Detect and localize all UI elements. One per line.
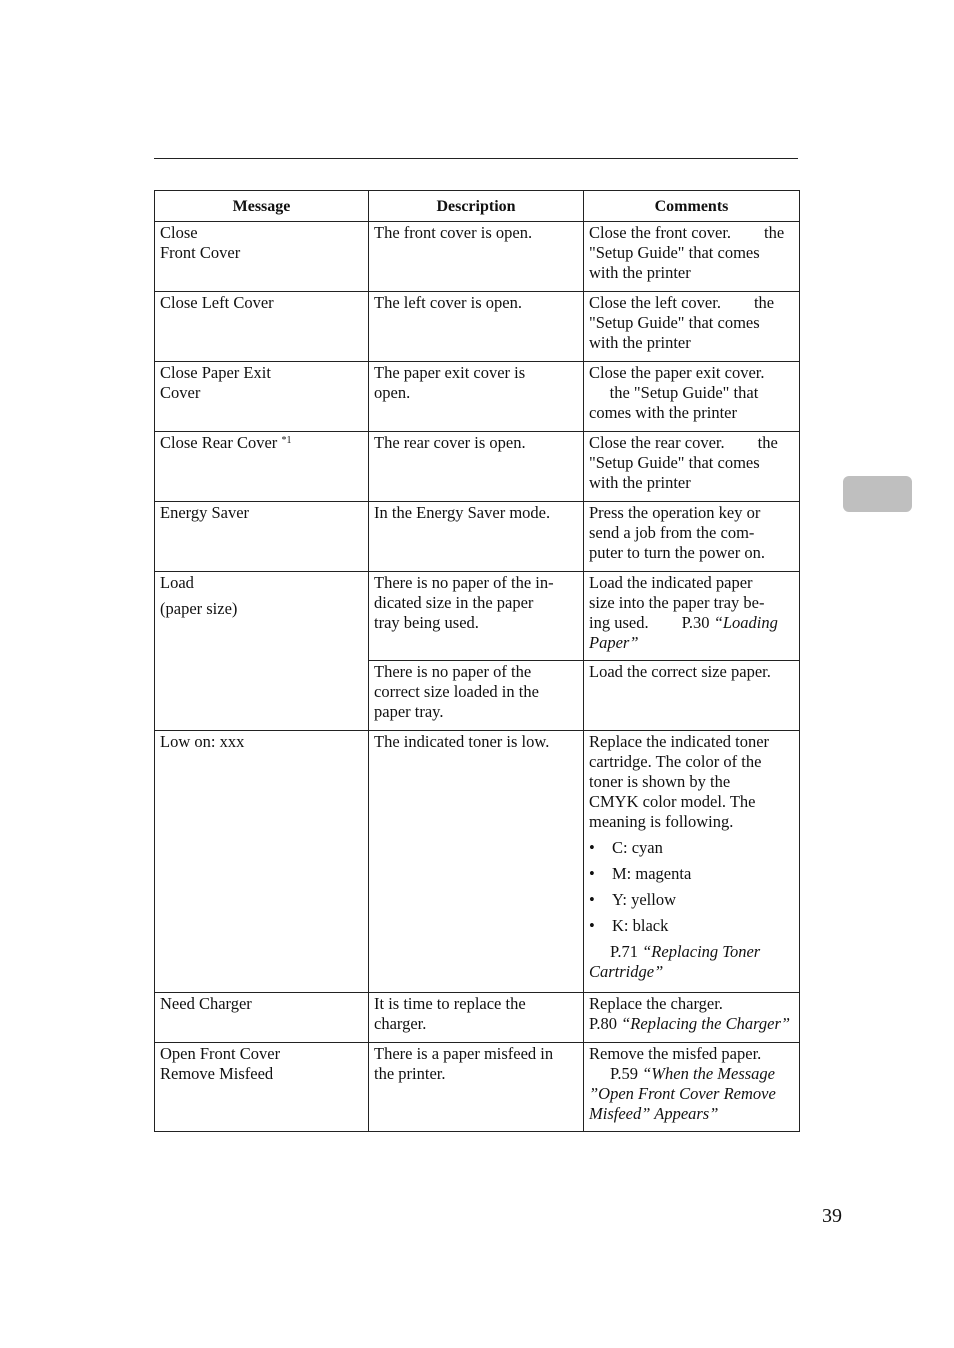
table-row — [155, 292, 800, 362]
message-text: (paper size) — [160, 599, 238, 618]
comment-text: toner is shown by the — [589, 772, 731, 791]
message-text: Close Rear Cover $^{*1}$ — [160, 433, 292, 452]
message-text: Front Cover — [160, 243, 241, 262]
comment-text: Load the correct size paper. — [589, 662, 771, 681]
comment-text: cartridge. The color of the — [589, 752, 762, 771]
message-text: Open Front Cover — [160, 1044, 281, 1063]
description-cell — [369, 572, 584, 661]
message-text: Remove Misfeed — [160, 1064, 274, 1083]
table-row — [155, 993, 800, 1043]
reference-text: P.80 “Replacing the Charger” — [589, 1014, 791, 1033]
message-cell — [155, 432, 369, 502]
comments-cell — [584, 1043, 800, 1132]
description-cell — [369, 731, 584, 993]
table-row — [155, 432, 800, 502]
comments-cell — [584, 731, 800, 993]
description-text: The front cover is open. — [374, 223, 533, 242]
description-text: The indicated toner is low. — [374, 732, 550, 751]
message-cell — [155, 1043, 369, 1132]
comment-text: puter to turn the power on. — [589, 543, 765, 562]
comment-text: with the printer — [589, 473, 691, 492]
description-cell — [369, 661, 584, 731]
description-text: The left cover is open. — [374, 293, 522, 312]
description-cell — [369, 432, 584, 502]
table-row — [155, 731, 800, 993]
description-text: There is no paper of the in- — [374, 573, 554, 592]
comment-text: CMYK color model. The — [589, 792, 756, 811]
comments-cell — [584, 432, 800, 502]
comment-text: with the printer — [589, 333, 691, 352]
comments-cell — [584, 572, 800, 661]
bullet-icon: • — [589, 838, 595, 857]
reference-text: Cartridge” — [589, 962, 664, 981]
message-cell — [155, 222, 369, 292]
description-text: the printer. — [374, 1064, 446, 1083]
comment-text: Close the left cover. the — [589, 293, 775, 312]
message-cell — [155, 993, 369, 1043]
message-text: Cover — [160, 383, 201, 402]
bullet-icon: • — [589, 916, 595, 935]
table-row — [155, 222, 800, 292]
description-text: There is a paper misfeed in — [374, 1044, 554, 1063]
bullet-icon: • — [589, 864, 595, 883]
message-cell — [155, 292, 369, 362]
description-text: The rear cover is open. — [374, 433, 526, 452]
comment-text: Remove the misfed paper. — [589, 1044, 762, 1063]
comments-cell — [584, 222, 800, 292]
description-cell — [369, 502, 584, 572]
table-header-row — [155, 191, 800, 222]
reference-text: ”Open Front Cover Remove — [589, 1084, 776, 1103]
comment-text: with the printer — [589, 263, 691, 282]
comment-text: Close the rear cover. the — [589, 433, 778, 452]
header-description: Description — [369, 191, 584, 222]
comment-text: Press the operation key or — [589, 503, 761, 522]
comment-text: Replace the indicated toner — [589, 732, 770, 751]
description-text: correct size loaded in the — [374, 682, 539, 701]
comment-text: Close the front cover. the — [589, 223, 785, 242]
comment-text: Close the paper exit cover. — [589, 363, 765, 382]
message-cell — [155, 572, 369, 731]
bullet-icon: • — [589, 890, 595, 909]
description-text: The paper exit cover is — [374, 363, 526, 382]
comment-text: Replace the charger. — [589, 994, 723, 1013]
description-cell — [369, 362, 584, 432]
reference-text: P.71 “Replacing Toner — [610, 942, 761, 961]
message-text: Close Paper Exit — [160, 363, 271, 382]
list-item: • Y: yellow — [589, 890, 677, 909]
comment-text: comes with the printer — [589, 403, 738, 422]
comment-text: send a job from the com- — [589, 523, 755, 542]
comment-text: "Setup Guide" that comes — [589, 243, 760, 262]
comment-text: Load the indicated paper — [589, 573, 753, 592]
comments-cell — [584, 661, 800, 731]
description-cell — [369, 1043, 584, 1132]
message-text: Close — [160, 223, 198, 242]
reference-text: P.59 “When the Message — [610, 1064, 775, 1083]
list-item: • C: cyan — [589, 838, 663, 857]
message-text: Close Left Cover — [160, 293, 274, 312]
comment-text: ing used. P.30 “Loading — [589, 613, 778, 632]
comment-text: "Setup Guide" that comes — [589, 453, 760, 472]
comment-text: "Setup Guide" that comes — [589, 313, 760, 332]
header-rule — [154, 158, 798, 159]
table-row — [155, 572, 800, 661]
table-row — [155, 1043, 800, 1132]
comments-cell — [584, 993, 800, 1043]
message-text: Energy Saver — [160, 503, 250, 522]
description-text: tray being used. — [374, 613, 479, 632]
description-text: dicated size in the paper — [374, 593, 534, 612]
description-cell — [369, 222, 584, 292]
chapter-tab — [843, 476, 912, 512]
footnote-mark: *1 — [281, 435, 292, 446]
description-text: paper tray. — [374, 702, 444, 721]
description-text: open. — [374, 383, 411, 402]
table-row — [155, 502, 800, 572]
header-comments: Comments — [584, 191, 800, 222]
comment-text: meaning is following. — [589, 812, 734, 831]
description-cell — [369, 292, 584, 362]
message-text: Load — [160, 573, 194, 592]
list-item: • K: black — [589, 916, 669, 935]
comments-cell — [584, 292, 800, 362]
messages-table — [154, 190, 800, 1132]
header-message: Message — [155, 191, 369, 222]
description-text: There is no paper of the — [374, 662, 532, 681]
reference-text: Misfeed” Appears” — [589, 1104, 719, 1123]
table-row — [155, 362, 800, 432]
message-cell — [155, 502, 369, 572]
comment-text: size into the paper tray be- — [589, 593, 765, 612]
message-text: Low on: xxx — [160, 732, 245, 751]
color-list — [589, 838, 793, 936]
comments-cell — [584, 362, 800, 432]
description-text: It is time to replace the — [374, 994, 526, 1013]
page-number: 39 — [822, 1205, 842, 1227]
comment-text: the "Setup Guide" that — [589, 383, 759, 402]
description-text: charger. — [374, 1014, 427, 1033]
comments-cell — [584, 502, 800, 572]
message-text: Need Charger — [160, 994, 252, 1013]
description-text: In the Energy Saver mode. — [374, 503, 551, 522]
message-cell — [155, 731, 369, 993]
list-item: • M: magenta — [589, 864, 692, 883]
message-cell — [155, 362, 369, 432]
description-cell — [369, 993, 584, 1043]
comment-text: Paper” — [589, 633, 639, 652]
